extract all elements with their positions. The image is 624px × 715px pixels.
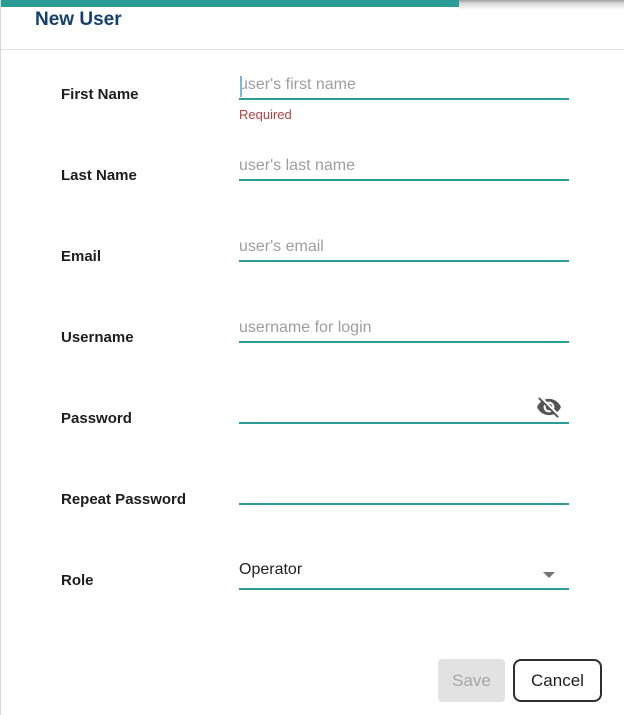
text-caret (240, 76, 242, 97)
username-label: Username (61, 329, 134, 346)
visibility-off-icon (535, 394, 563, 420)
password-input[interactable] (239, 396, 569, 424)
role-label: Role (61, 572, 94, 589)
dropdown-arrow-icon (543, 572, 555, 578)
field-row-password (1, 374, 624, 455)
role-selected-value: Operator (239, 561, 303, 578)
field-row-username (1, 293, 624, 374)
username-input[interactable] (239, 315, 569, 343)
toggle-password-visibility-button[interactable] (535, 394, 563, 420)
repeat-password-label: Repeat Password (61, 491, 187, 508)
top-shadow (459, 0, 624, 10)
dialog-title: New User (35, 9, 122, 30)
role-underline (239, 588, 569, 590)
field-row-email (1, 212, 624, 293)
field-row-last-name (1, 131, 624, 212)
email-label: Email (61, 248, 102, 265)
first-name-error: Required (239, 107, 292, 122)
new-user-form (1, 50, 624, 617)
last-name-input[interactable] (239, 153, 569, 181)
dialog-footer (438, 659, 602, 702)
accent-bar (1, 0, 459, 7)
save-button[interactable]: Save (438, 659, 505, 702)
last-name-label: Last Name (61, 167, 137, 184)
first-name-input[interactable] (239, 72, 569, 100)
cancel-button[interactable]: Cancel (513, 659, 602, 702)
field-row-repeat-password (1, 455, 624, 536)
repeat-password-input[interactable] (239, 477, 569, 505)
password-label: Password (61, 410, 132, 427)
field-row-role (1, 536, 624, 617)
field-row-first-name (1, 50, 624, 131)
email-input[interactable] (239, 234, 569, 262)
first-name-label: First Name (61, 86, 139, 103)
